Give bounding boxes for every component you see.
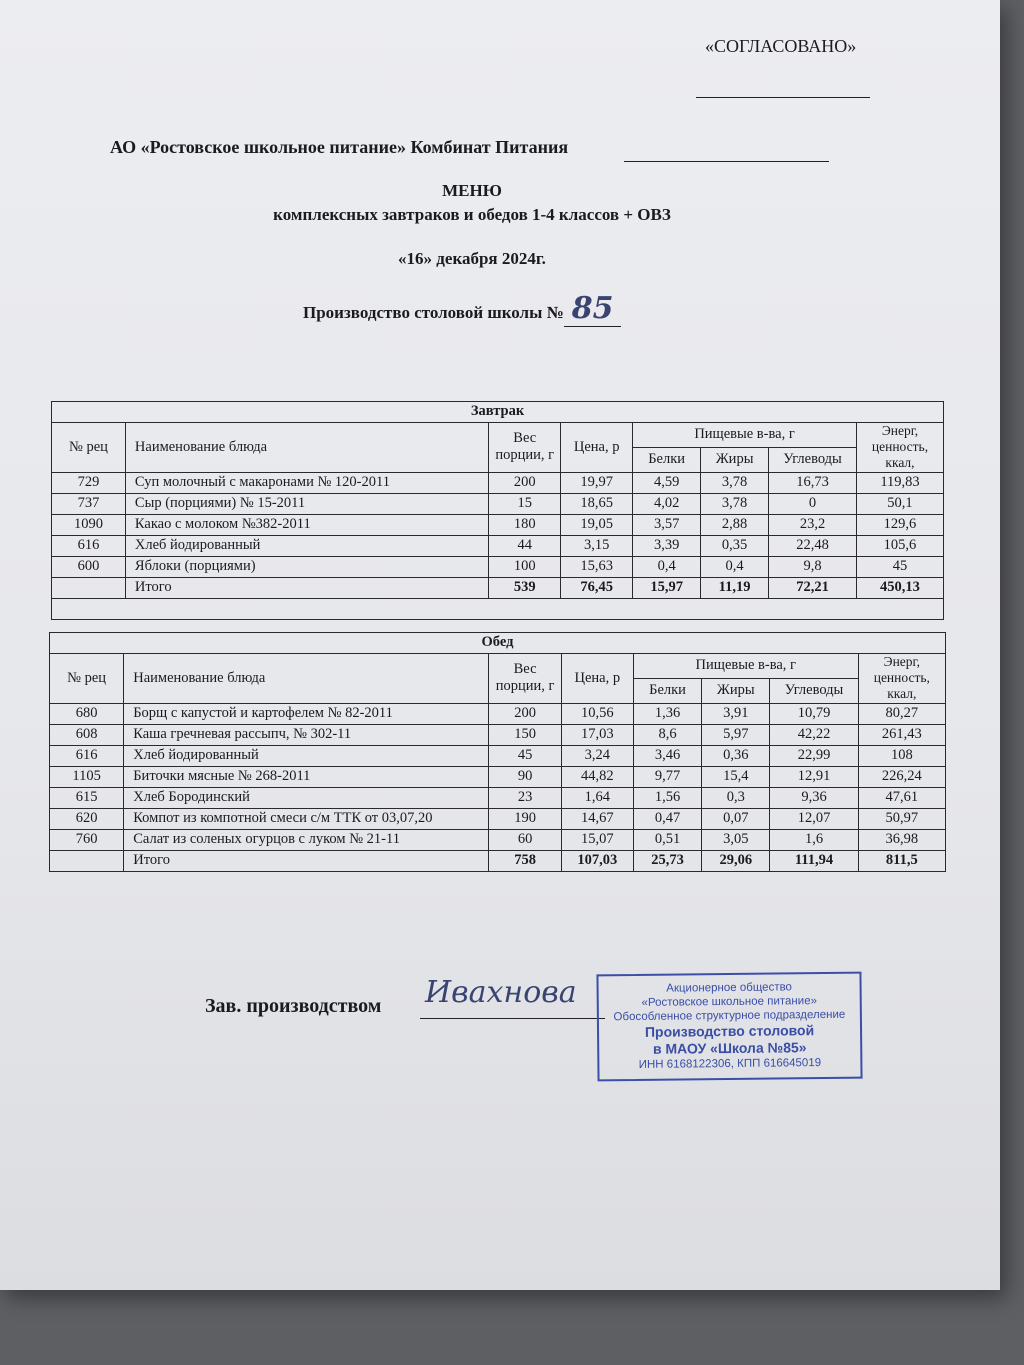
recipe-number-cell: 615 [50,787,124,808]
organization-blank-line [624,161,829,162]
protein-cell: 3,46 [633,745,701,766]
fat-cell: 0,36 [702,745,770,766]
section-title: Обед [50,633,946,654]
carbs-cell: 16,73 [769,472,857,493]
price-cell: 19,97 [561,472,633,493]
energy-cell: 119,83 [856,472,943,493]
energy-header: Энерг, ценность, ккал, [858,654,945,704]
dish-name-cell: Сыр (порциями) № 15-2011 [125,493,488,514]
table-row [50,787,946,808]
document-title: МЕНЮ [442,181,502,200]
energy-cell: 129,6 [856,514,943,535]
weight-cell: 60 [489,829,561,850]
price-header: Цена, р [561,423,633,473]
stamp-line: в МАОУ «Школа №85» [652,1039,807,1057]
carbs-cell: 12,07 [770,808,858,829]
protein-cell: 4,02 [633,493,701,514]
protein-cell: 9,77 [633,766,701,787]
energy-cell: 50,97 [858,808,945,829]
approval-label: «СОГЛАСОВАНО» [705,36,857,56]
recipe-number-cell: 600 [52,556,126,577]
recipe-number-header: № рец [52,423,126,473]
section-title-row [52,402,944,423]
production-label [303,291,621,326]
total-dish-name-cell: Итого [124,850,489,871]
weight-cell: 90 [489,766,561,787]
carbs-cell: 0 [769,493,857,514]
fat-cell: 0,35 [701,535,769,556]
section-title-row [50,633,946,654]
fat-cell: 3,78 [701,493,769,514]
dish-name-cell: Яблоки (порциями) [125,556,488,577]
organization-name: АО «Ростовское школьное питание» Комбинат Питания [110,137,569,157]
weight-cell: 45 [489,745,561,766]
total-energy-cell: 450,13 [856,577,943,598]
price-cell: 10,56 [561,703,633,724]
protein-cell: 1,56 [633,787,701,808]
total-recipe-number-cell [50,850,124,871]
document-subtitle: комплексных завтраков и обедов 1-4 классов + ОВЗ [273,205,671,224]
weight-header: Вес порции, г [489,423,561,473]
protein-cell: 3,39 [633,535,701,556]
carbs-cell: 1,6 [770,829,858,850]
protein-cell: 3,57 [633,514,701,535]
weight-header: Вес порции, г [489,654,561,704]
energy-cell: 36,98 [858,829,945,850]
fat-cell: 3,78 [701,472,769,493]
fat-header: Жиры [701,447,769,472]
total-fat-cell: 11,19 [701,577,769,598]
table-row [52,514,944,535]
energy-cell: 47,61 [858,787,945,808]
energy-cell: 45 [856,556,943,577]
carbs-header: Углеводы [770,678,858,703]
dish-name-header: Наименование блюда [125,423,488,473]
dish-name-cell: Салат из соленых огурцов с луком № 21-11 [124,829,489,850]
dish-name-cell: Хлеб йодированный [124,745,489,766]
recipe-number-cell: 729 [52,472,126,493]
protein-cell: 1,36 [633,703,701,724]
fat-cell: 5,97 [702,724,770,745]
stamp-line: Производство столовой [644,1022,815,1040]
price-cell: 3,15 [561,535,633,556]
total-carbs-cell: 72,21 [769,577,857,598]
total-price-cell: 76,45 [561,577,633,598]
dish-name-cell: Биточки мясные № 268-2011 [124,766,489,787]
header-row [52,423,944,448]
recipe-number-cell: 737 [52,493,126,514]
dish-name-cell: Компот из компотной смеси с/м ТТК от 03,07,20 [124,808,489,829]
handwritten-signature: Ивахнова [425,975,577,1010]
spacer-row [52,598,944,619]
table-row [52,472,944,493]
fat-cell: 0,4 [701,556,769,577]
official-stamp [596,972,862,1082]
stamp-line: ИНН 6168122306, КПП 616645019 [638,1057,822,1071]
stamp-line: Акционерное общество [666,981,792,995]
table-row [52,556,944,577]
total-weight-cell: 758 [489,850,561,871]
total-protein-cell: 15,97 [633,577,701,598]
recipe-number-cell: 760 [50,829,124,850]
fat-header: Жиры [702,678,770,703]
table-row [52,493,944,514]
price-cell: 14,67 [561,808,633,829]
header-row [50,654,946,679]
dish-name-cell: Хлеб Бородинский [124,787,489,808]
table-row [50,808,946,829]
recipe-number-cell: 1105 [50,766,124,787]
production-text: Производство столовой школы № [303,303,564,322]
protein-header: Белки [633,678,701,703]
protein-header: Белки [633,447,701,472]
total-recipe-number-cell [52,577,126,598]
carbs-cell: 9,8 [769,556,857,577]
school-number-handwritten: 85 [564,291,622,327]
price-cell: 15,07 [561,829,633,850]
recipe-number-cell: 616 [50,745,124,766]
dish-name-cell: Каша гречневая рассыпч, № 302-11 [124,724,489,745]
table-row [50,745,946,766]
protein-cell: 0,47 [633,808,701,829]
lunch-table [49,632,946,872]
menu-date: «16» декабря 2024г. [398,249,546,268]
total-dish-name-cell: Итого [125,577,488,598]
price-header: Цена, р [561,654,633,704]
price-cell: 17,03 [561,724,633,745]
price-cell: 18,65 [561,493,633,514]
carbs-cell: 42,22 [770,724,858,745]
weight-cell: 150 [489,724,561,745]
carbs-cell: 22,99 [770,745,858,766]
total-fat-cell: 29,06 [702,850,770,871]
total-protein-cell: 25,73 [633,850,701,871]
energy-cell: 261,43 [858,724,945,745]
dish-name-cell: Хлеб йодированный [125,535,488,556]
carbs-cell: 10,79 [770,703,858,724]
nutrients-header: Пищевые в-ва, г [633,423,857,448]
energy-cell: 226,24 [858,766,945,787]
total-price-cell: 107,03 [561,850,633,871]
total-carbs-cell: 111,94 [770,850,858,871]
price-cell: 1,64 [561,787,633,808]
energy-cell: 105,6 [856,535,943,556]
fat-cell: 0,3 [702,787,770,808]
carbs-cell: 12,91 [770,766,858,787]
recipe-number-cell: 1090 [52,514,126,535]
fat-cell: 3,05 [702,829,770,850]
fat-cell: 2,88 [701,514,769,535]
protein-cell: 0,51 [633,829,701,850]
carbs-cell: 9,36 [770,787,858,808]
table-row [50,703,946,724]
table-row [50,724,946,745]
breakfast-table [51,401,944,620]
signature-line [420,1018,605,1019]
protein-cell: 0,4 [633,556,701,577]
fat-cell: 15,4 [702,766,770,787]
total-energy-cell: 811,5 [858,850,945,871]
weight-cell: 180 [489,514,561,535]
weight-cell: 200 [489,472,561,493]
weight-cell: 100 [489,556,561,577]
weight-cell: 23 [489,787,561,808]
weight-cell: 15 [489,493,561,514]
dish-name-cell: Борщ с капустой и картофелем № 82-2011 [124,703,489,724]
carbs-header: Углеводы [769,447,857,472]
weight-cell: 190 [489,808,561,829]
energy-cell: 50,1 [856,493,943,514]
dish-name-cell: Суп молочный с макаронами № 120-2011 [125,472,488,493]
energy-header: Энерг, ценность, ккал, [856,423,943,473]
table-row [50,829,946,850]
dish-name-header: Наименование блюда [124,654,489,704]
stamp-line: Обособленное структурное подразделение [613,1008,846,1024]
table-row [52,535,944,556]
table-row [50,766,946,787]
fat-cell: 3,91 [702,703,770,724]
total-row [50,850,946,871]
carbs-cell: 22,48 [769,535,857,556]
section-title: Завтрак [52,402,944,423]
recipe-number-cell: 680 [50,703,124,724]
energy-cell: 80,27 [858,703,945,724]
nutrients-header: Пищевые в-ва, г [633,654,858,679]
approval-signature-line [696,97,870,98]
fat-cell: 0,07 [702,808,770,829]
signature-label: Зав. производством [205,995,382,1017]
recipe-number-header: № рец [50,654,124,704]
total-row [52,577,944,598]
recipe-number-cell: 616 [52,535,126,556]
price-cell: 15,63 [561,556,633,577]
energy-cell: 108 [858,745,945,766]
recipe-number-cell: 620 [50,808,124,829]
spacer-cell [52,598,944,619]
recipe-number-cell: 608 [50,724,124,745]
weight-cell: 200 [489,703,561,724]
price-cell: 44,82 [561,766,633,787]
protein-cell: 4,59 [633,472,701,493]
price-cell: 3,24 [561,745,633,766]
price-cell: 19,05 [561,514,633,535]
carbs-cell: 23,2 [769,514,857,535]
protein-cell: 8,6 [633,724,701,745]
stamp-line: «Ростовское школьное питание» [641,995,818,1009]
dish-name-cell: Какао с молоком №382-2011 [125,514,488,535]
weight-cell: 44 [489,535,561,556]
total-weight-cell: 539 [489,577,561,598]
